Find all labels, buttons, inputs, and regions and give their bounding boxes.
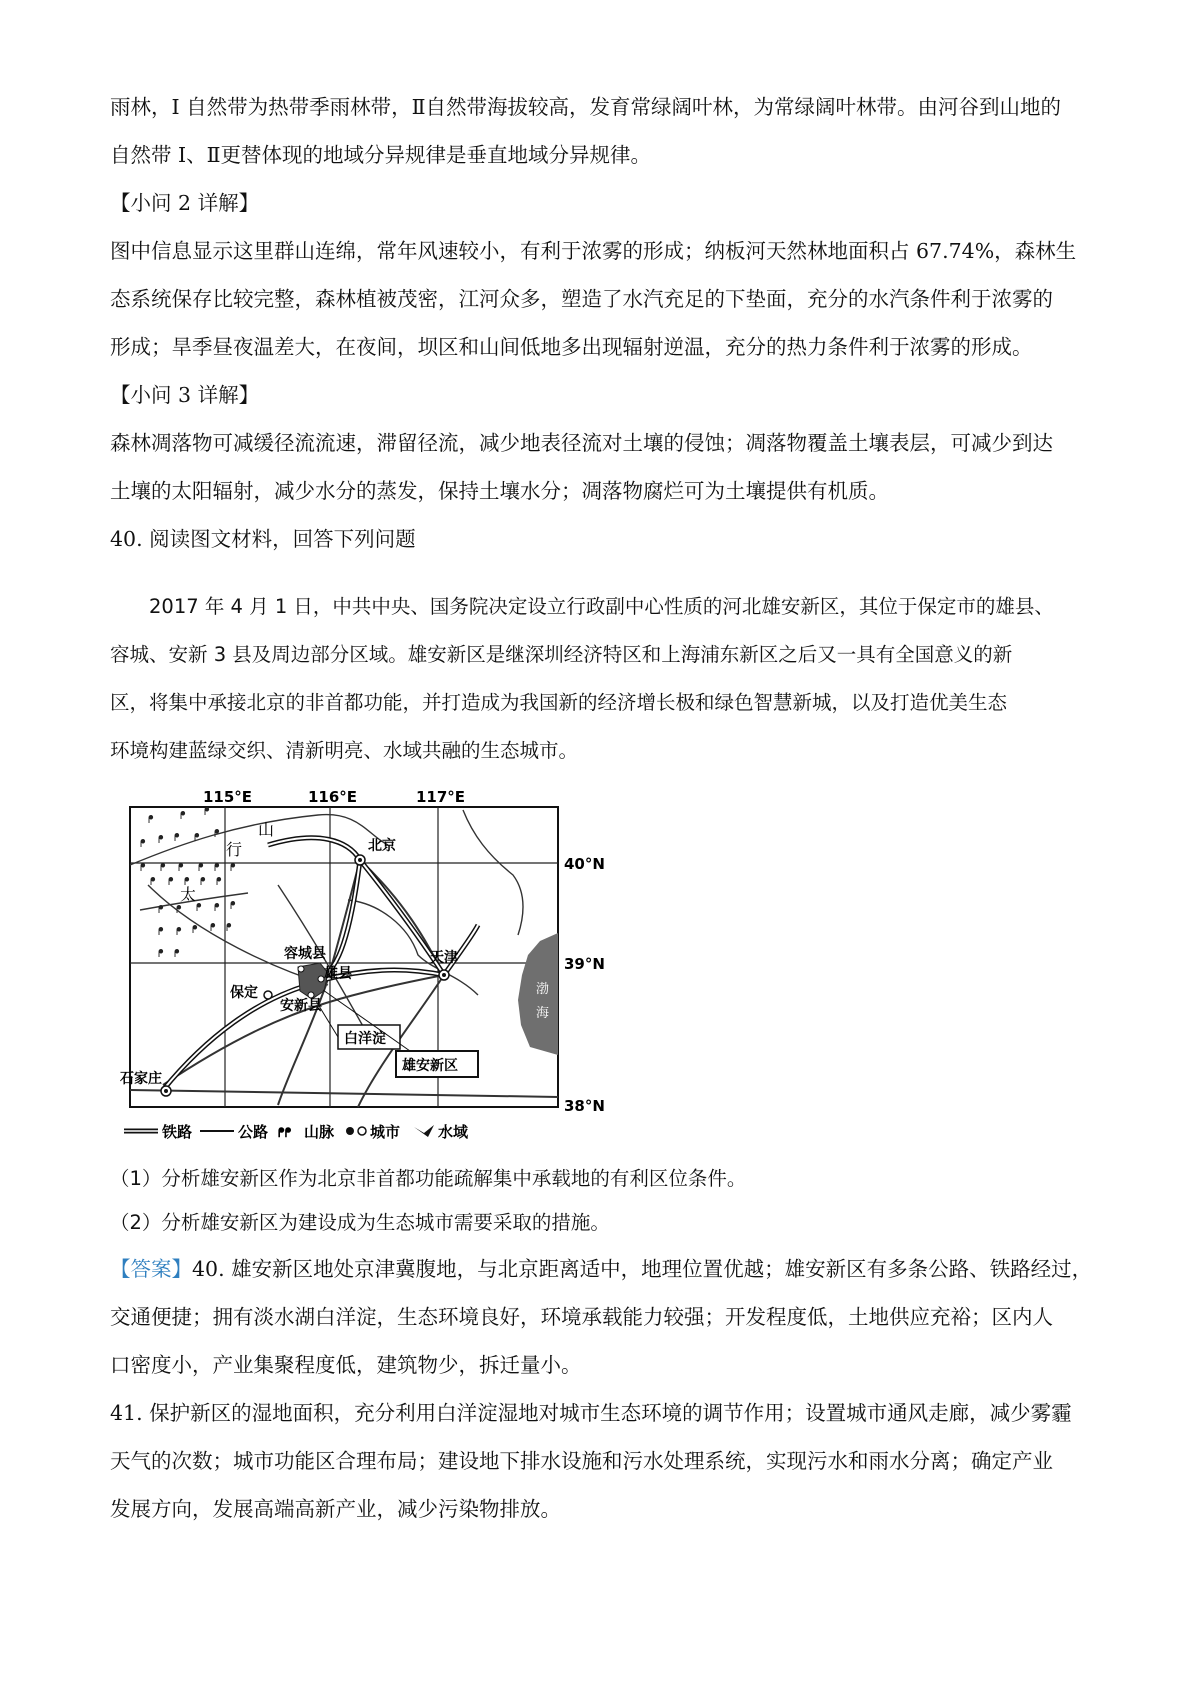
mountain-icon: ᖰ (184, 875, 190, 888)
city-legend-icon (358, 1127, 366, 1135)
lat-label: 38°N (564, 1097, 605, 1115)
mountain-icon: ᖰ (158, 947, 164, 960)
mountain-icon: ᖰ (216, 875, 222, 888)
mountain-label: 山 (258, 820, 275, 839)
city-legend-icon (346, 1127, 354, 1135)
mountain-icon: ᖰ (158, 903, 164, 916)
lon-label: 116°E (308, 788, 358, 806)
mountain-icon: ᖰ (192, 923, 198, 936)
city-label: 容城县 (284, 946, 326, 962)
highway (130, 1090, 558, 1097)
text-line: 形成；旱季昼夜温差大，在夜间，坝区和山间低地多出现辐射逆温，充分的热力条件利于浓雾的形成。 (110, 335, 1033, 359)
text-line: 交通便捷；拥有淡水湖白洋淀，生态环境良好，环境承载能力较强；开发程度低，土地供应充裕；区内人 (110, 1305, 1053, 1329)
mountain-icon: ᖰ (174, 831, 180, 844)
lat-label: 40°N (564, 855, 605, 873)
text-line: 森林凋落物可减缓径流流速，滞留径流，减少地表径流对土壤的侵蚀；凋落物覆盖土壤表层，可减少到达 (110, 431, 1053, 455)
city-label: 雄县 (324, 966, 352, 982)
text-line: 环境构建蓝绿交织、清新明亮、水域共融的生态城市。 (110, 739, 579, 762)
text-line: 2017 年 4 月 1 日，中共中央、国务院决定设立行政副中心性质的河北雄安新区，其位于保定市的雄县、 (110, 595, 1054, 618)
lon-label: 117°E (416, 788, 466, 806)
city-marker-dot (164, 1089, 168, 1093)
sea-label: 海 (536, 1006, 550, 1021)
mountain-icon: ᖰ (168, 875, 174, 888)
text-line: 天气的次数；城市功能区合理布局；建设地下排水设施和污水处理系统，实现污水和雨水分离；确定产业 (110, 1449, 1053, 1473)
mountain-icon: ᖰ (194, 831, 200, 844)
river (463, 810, 523, 935)
mountain-icon: ᖰ (140, 861, 146, 874)
mountain-symbols (140, 805, 236, 960)
mountain-label: 太 (180, 885, 197, 904)
text-line: 发展方向，发展高端高新产业，减少污染物排放。 (110, 1497, 561, 1521)
legend-label: 山脉 (304, 1123, 335, 1141)
city-label: 保定 (230, 985, 258, 1001)
mountain-icon: ᖰ (150, 875, 156, 888)
answer-41 (110, 1389, 1095, 1533)
text-line: 土壤的太阳辐射，减少水分的蒸发，保持土壤水分；凋落物腐烂可为土壤提供有机质。 (110, 479, 889, 503)
mountain-icon: ᖰ (210, 921, 216, 934)
mountain-icon: ᖰ (226, 921, 232, 934)
mountain-icon: ᖰ (148, 813, 154, 826)
city-label: 北京 (368, 838, 396, 854)
paragraph-fog-answer (110, 227, 1095, 371)
sub-question-2-header: 【小问 2 详解】 (110, 191, 260, 215)
lake-label: 白洋淀 (344, 1031, 386, 1047)
city-marker (298, 966, 304, 972)
leader-line (316, 1001, 338, 1037)
paragraph-zone-answer (110, 83, 1095, 179)
mountain-icon: ᖰ (160, 861, 166, 874)
sub-question-3-header: 【小问 3 详解】 (110, 383, 260, 407)
city-label: 天津 (430, 950, 458, 966)
legend-label: 公路 (238, 1123, 269, 1141)
text-line: 容城、安新 3 县及周边部分区域。雄安新区是继深圳经济特区和上海浦东新区之后又一具有全国意义的新 (110, 643, 1013, 666)
sea-label: 渤 (536, 982, 550, 997)
mountain-label: 行 (226, 840, 243, 859)
mountain-icon: ᖰ (176, 903, 182, 916)
city-label: 安新县 (280, 998, 322, 1014)
text-line: 雨林，I 自然带为热带季雨林带，Ⅱ自然带海拔较高，发育常绿阔叶林，为常绿阔叶林带。由河谷到山地的 (110, 95, 1062, 119)
mountain-icon: ᖰ (198, 861, 204, 874)
question-40-title: 40. 阅读图文材料，回答下列问题 (110, 527, 416, 551)
mountain-icon: ᖰ (158, 833, 164, 846)
mountain-icon: ᖰ (176, 925, 182, 938)
text-line: 区，将集中承接北京的非首都功能，并打造成为我国新的经济增长极和绿色智慧新城，以及打造优美生态 (110, 691, 1008, 714)
answer-40 (110, 1245, 1095, 1389)
text-line: 自然带 I、Ⅱ更替体现的地域分异规律是垂直地域分异规律。 (110, 143, 652, 167)
mountain-icon: ᖰ (196, 901, 202, 914)
mountain-icon: ᖰ (214, 901, 220, 914)
mountain-icon: ᖰ (204, 805, 210, 818)
city-marker-dot (358, 858, 362, 862)
mountain-icon: ᖰ (214, 827, 220, 840)
mountain-legend-icon: ᖰᖰ (278, 1126, 292, 1141)
legend-label: 铁路 (162, 1123, 193, 1141)
mountain-icon: ᖰ (230, 861, 236, 874)
mountain-icon: ᖰ (180, 809, 186, 822)
city-label: 石家庄 (120, 1071, 162, 1087)
xiongan-label: 雄安新区 (402, 1058, 458, 1074)
lat-label: 39°N (564, 955, 605, 973)
text-line: 41. 保护新区的湿地面积，充分利用白洋淀湿地对城市生态环境的调节作用；设置城市通风走廊，减少雾霾 (110, 1401, 1072, 1425)
question-40-1: （1）分析雄安新区作为北京非首都功能疏解集中承载地的有利区位条件。 (110, 1167, 747, 1190)
legend-label: 水域 (438, 1123, 469, 1141)
material-text (110, 583, 1095, 775)
answer-first-line (110, 1245, 1095, 1293)
legend-label: 城市 (370, 1123, 401, 1141)
mountain-icon: ᖰ (200, 875, 206, 888)
mountain-icon: ᖰ (230, 899, 236, 912)
text-line: 口密度小，产业集聚程度低，建筑物少，拆迁量小。 (110, 1353, 582, 1377)
water-legend-icon (414, 1125, 434, 1137)
xiongan-map (118, 785, 618, 1155)
mountain-icon: ᖰ (174, 947, 180, 960)
text-line: 态系统保存比较完整，森林植被茂密，江河众多，塑造了水汽充足的下垫面，充分的水汽条件利于浓雾的 (110, 287, 1053, 311)
paragraph-litter-answer (110, 419, 1095, 515)
text-line: 图中信息显示这里群山连绵，常年风速较小，有利于浓雾的形成；纳板河天然林地面积占 67.74%，森林生 (110, 239, 1077, 263)
mountain-icon: ᖰ (140, 837, 146, 850)
mountain-icon: ᖰ (158, 925, 164, 938)
answer-tag: 【答案】 (110, 1257, 192, 1281)
city-marker-dot (442, 973, 446, 977)
map-legend (124, 1123, 469, 1141)
text-line: 40. 雄安新区地处京津冀腹地，与北京距离适中，地理位置优越；雄安新区有多条公路、铁路经过， (192, 1257, 1093, 1281)
lon-label: 115°E (203, 788, 253, 806)
mountain-icon: ᖰ (178, 861, 184, 874)
mountain-icon: ᖰ (214, 861, 220, 874)
question-40-2: （2）分析雄安新区为建设成为生态城市需要采取的措施。 (110, 1211, 610, 1234)
city-marker (264, 991, 272, 999)
